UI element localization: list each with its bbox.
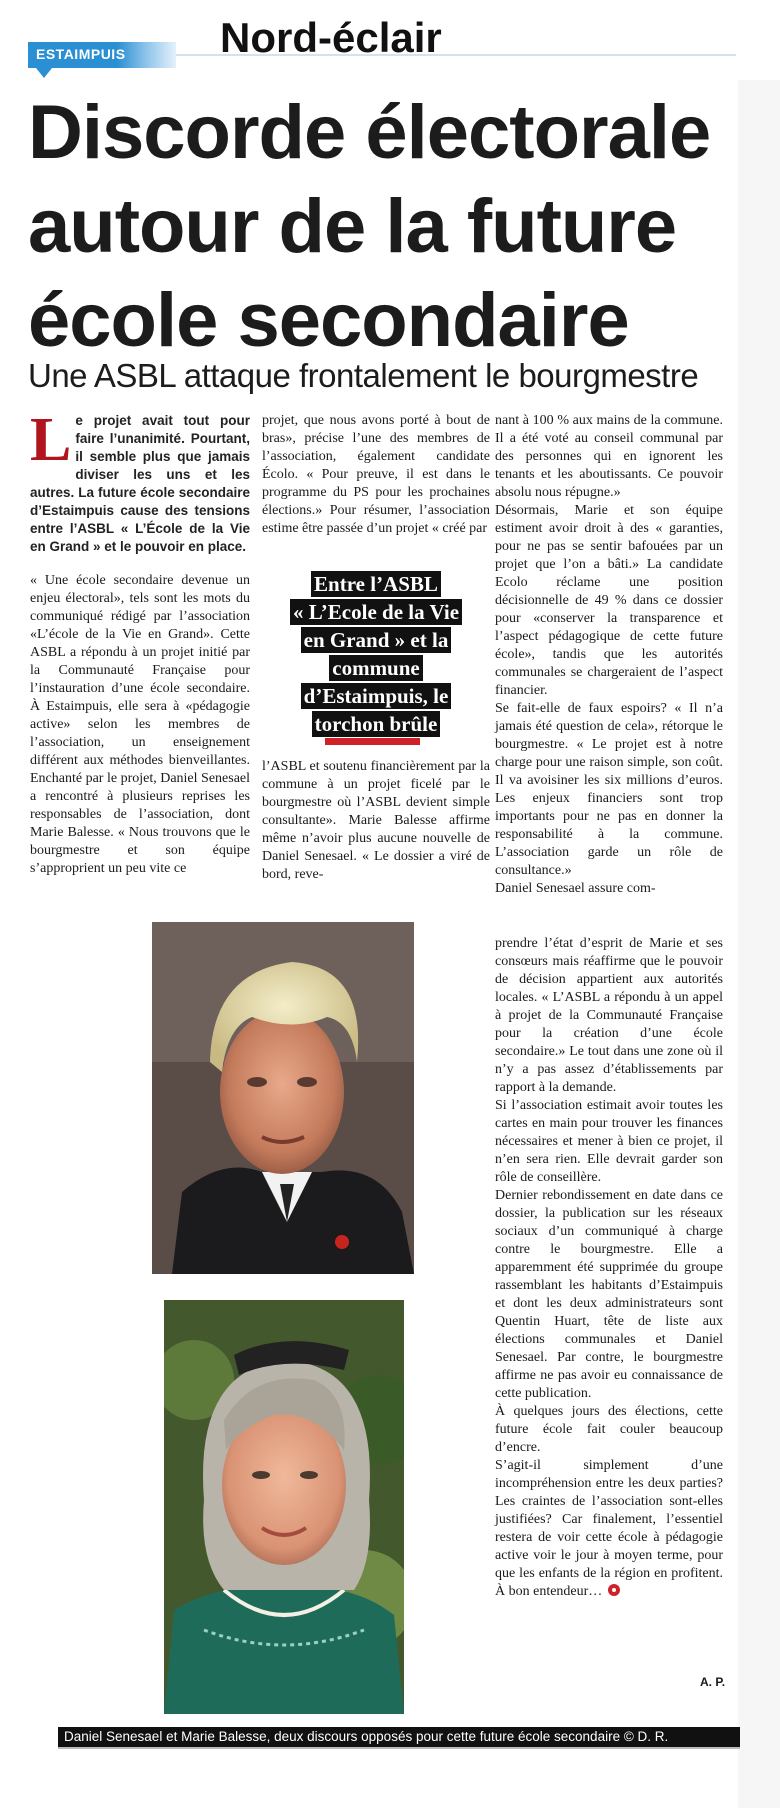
- author-signature: A. P.: [700, 1675, 726, 1689]
- body-paragraph: Si l’association estimait avoir toutes les cartes en main pour trouver les finances nécessaires et mener à bien ce projet, il n’en sera rien. Elle devrait garder son rôle de conseillère.: [495, 1098, 723, 1185]
- lead-text: e projet avait tout pour faire l’unanimité. Pourtant, il semble plus que jamais diviser les uns et les autres. La future école secondaire d’Estaimpuis cause des tensions entre l’ASBL « L’École de la Vie en Grand » et le pouvoir en place.: [30, 413, 250, 554]
- pull-quote-line: d’Estaimpuis, le: [301, 683, 452, 709]
- drop-cap: L: [30, 406, 72, 474]
- body-paragraph: « Une école secondaire devenue un enjeu électoral», tels sont les mots du communiqué rédigé par l’association «L’école de la Vie en Grand». Cette ASBL a répondu à un projet initié par la Communauté Française pour l’instauration d’une école secondaire. À Estaimpuis, elle sera à «pédagogie active» selon les membres de l’association, un enseignement différent aux méthodes bienveillantes. Enchanté par le projet, Daniel Senesael a rencontré à plusieurs reprises les responsables de l’association, dont Marie Balesse. « Nous trouvons que le bourgmestre et son équipe s’approprient un peu vite ce: [30, 573, 251, 876]
- portrait-woman-illustration: [164, 1300, 404, 1714]
- section-tag: [28, 42, 176, 68]
- lead-paragraph: [30, 406, 250, 556]
- body-paragraph: Désormais, Marie et son équipe estiment avoir droit à des « garanties, pour ne pas se sentir bafouées par un projet que l’on a bâti.» La candidate Ecolo réclame une position décisionnelle de 49 % dans ce dossier pour «conserver la transparence et l’aspect pédagogique de cette future école», tandis que les autorités communales se chargeraient de l’aspect financier.: [495, 503, 723, 698]
- subheadline: Une ASBL attaque frontalement le bourgmestre: [28, 357, 699, 394]
- pull-quote-accent-bar: [325, 738, 420, 745]
- pull-quote-line: en Grand » et la: [301, 627, 452, 653]
- body-paragraph: Se fait-elle de faux espoirs? « Il n’a jamais été question de cela», rétorque le bourgmestre. « Le projet est à notre charge pour une raison simple, son coût. Il va avoisiner les six millions d’euros. Les enjeux financiers sont trop importants pour ne pas en donner la responsabilité à la commune. L’association garde un rôle de consultance.»: [495, 701, 723, 878]
- body-paragraph: Dernier rebondissement en date dans ce dossier, la publication sur les réseaux sociaux d’un communiqué à charge contre le bourgmestre. Elle a apparemment été supprimée du groupe rassemblant les habitants d’Estaimpuis et dont les deux administrateurs sont Quentin Huart, tête de liste aux élections communales et Daniel Senesael. Par contre, le bourgmestre affirme ne pas avoir eu connaissance de cette publication.: [495, 1188, 723, 1401]
- pull-quote-line: torchon brûle: [312, 711, 441, 737]
- headline: [28, 86, 748, 368]
- end-mark-icon: [608, 1584, 620, 1596]
- section-tag-label: ESTAIMPUIS: [36, 46, 126, 62]
- photo-marie-balesse: [164, 1300, 404, 1714]
- closing-text: S’agit-il simplement d’une incompréhension entre les deux parties? Les craintes de l’association sont-elles justifiées? Car finalement, l’essentiel restera de voir cette école à pédagogie active voir le jour à moyen terme, pour que les enfants de la région en profitent. À bon entendeur…: [495, 1458, 723, 1599]
- article-column-2-bottom: [262, 758, 490, 884]
- article-column-3-top: [495, 412, 723, 898]
- pull-quote: [262, 570, 490, 738]
- section-tag-pointer: [36, 68, 52, 78]
- portrait-man-illustration: [152, 922, 414, 1274]
- pull-quote-line: « L’Ecole de la Vie: [290, 599, 462, 625]
- caption-rule: [58, 1747, 740, 1749]
- article-column-2-top: [262, 412, 490, 538]
- body-paragraph: À quelques jours des élections, cette future école fait couler beaucoup d’encre.: [495, 1404, 723, 1455]
- body-paragraph: nant à 100 % aux mains de la commune. Il a été voté au conseil communal par des personnes qui en ignorent les tenants et les aboutissants. Ce pouvoir absolu nous répugne.»: [495, 413, 723, 500]
- body-paragraph: l’ASBL et soutenu financièrement par la commune à un projet ficelé par le bourgmestre où l’ASBL devient simple consultante». Marie Balesse affirme même n’avoir plus aucune nouvelle de Daniel Senesael. « Le dossier a viré de bord, reve-: [262, 759, 490, 882]
- body-paragraph: [495, 1457, 723, 1601]
- article-column-3-bottom: [495, 935, 723, 1601]
- photo-daniel-senesael: [152, 922, 414, 1274]
- body-paragraph: projet, que nous avons porté à bout de bras», précise l’une des membres de l’association, également candidate Écolo. « Pour preuve, il est dans le programme du PS pour les prochaines élections.» Pour résumer, l’association estime être passée d’un projet « créé par: [262, 413, 490, 536]
- headline-line-1: Discorde électorale: [28, 90, 711, 175]
- pull-quote-line: commune: [329, 655, 423, 681]
- pull-quote-line: Entre l’ASBL: [311, 571, 441, 597]
- headline-line-2: autour de la future: [28, 184, 677, 269]
- article-column-1: [30, 406, 251, 878]
- body-paragraph: Daniel Senesael assure com-: [495, 881, 656, 896]
- masthead: Nord-éclair: [220, 14, 442, 61]
- photo-caption: Daniel Senesael et Marie Balesse, deux discours opposés pour cette future école secondaire © D. R.: [58, 1727, 740, 1747]
- body-paragraph: prendre l’état d’esprit de Marie et ses consœurs mais réaffirme que le pouvoir de décision appartient aux autorités locales. « L’ASBL a répondu à un appel à projet de la Communauté Française pour la création d’une école secondaire.» Le tout dans une zone où il n’y a pas assez d’établissements par rapport à la demande.: [495, 936, 723, 1095]
- headline-line-3: école secondaire: [28, 278, 629, 363]
